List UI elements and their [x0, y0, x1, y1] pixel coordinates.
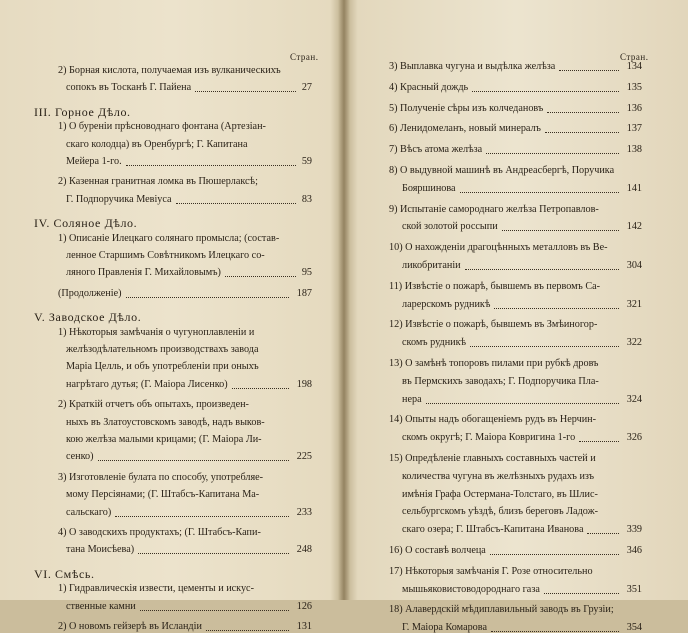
toc-entry-text: 1) Описаніе Илецкаго солянаго промысла; (состав-	[58, 232, 280, 244]
toc-entry-text: 15) Опредѣленіе главныхъ составныхъ частей и	[389, 453, 596, 464]
page-number: 83	[301, 193, 312, 205]
dot-leader	[587, 533, 619, 534]
dot-leader	[138, 553, 289, 554]
toc-entry-text: Маріа Целль, и объ употребленіи при оныхъ	[66, 361, 259, 373]
page-number: 141	[626, 182, 642, 194]
page-number: 351	[626, 583, 642, 595]
dot-leader	[232, 388, 289, 389]
toc-entry-text: 11) Извѣстіе о пожарѣ, бывшемъ въ первомъ Са-	[389, 280, 601, 292]
toc-entry-text: 6) Ленидомеланъ, новый минералъ	[389, 123, 541, 135]
dot-leader	[140, 610, 289, 611]
dot-leader	[470, 346, 619, 347]
toc-entry-text: ственные камни	[66, 600, 136, 612]
dot-leader	[502, 230, 619, 231]
toc-entry-text: (Продолженіе)	[58, 287, 122, 299]
dot-leader	[494, 308, 619, 309]
toc-entry-text: желѣзодѣлательномъ производствахъ завода	[66, 343, 259, 355]
toc-entry-text: скомъ рудникѣ	[402, 337, 467, 349]
toc-entry-text: въ Пермскихъ заводахъ; Г. Подпоручика Пла-	[402, 375, 599, 387]
dot-leader	[559, 70, 619, 71]
toc-entry-text: 13) О замѣнѣ топоровъ пилами при рубкѣ дровъ	[389, 358, 599, 369]
page-number: 324	[626, 393, 642, 405]
toc-entry-text: скаго колодца) въ Оренбургѣ; Г. Капитана	[66, 138, 248, 150]
toc-entry-text: ныхъ въ Златоустовскомъ заводѣ, надъ выков-	[66, 416, 265, 428]
section-heading: III. Горное Дѣло.	[34, 104, 131, 119]
page-number: 142	[626, 221, 642, 233]
page-number: 134	[626, 61, 642, 72]
right-page	[344, 0, 688, 633]
toc-entry-text: ликобританіи	[402, 259, 461, 271]
page-number: 321	[626, 298, 642, 310]
page-number: 326	[626, 432, 642, 444]
toc-entry-text: Г. Подпоручика Мевіуса	[66, 193, 172, 205]
page-column-header: Стран.	[620, 52, 649, 62]
page-number: 136	[626, 102, 642, 114]
dot-leader	[486, 153, 619, 154]
toc-entry-text: сельбургскомъ уѣздѣ, близъ береговъ Ладож-	[402, 506, 599, 518]
section-heading: V. Заводское Дѣло.	[34, 310, 142, 325]
page-number: 137	[626, 123, 642, 135]
dot-leader	[195, 91, 296, 92]
toc-entry-text: 1) Нѣкоторыя замѣчанія о чугуноплавленіи и	[58, 326, 255, 338]
page-number: 27	[301, 82, 312, 94]
toc-entry-text: 14) Опыты надъ обогащеніемъ рудъ въ Нерчин-	[389, 414, 597, 426]
page-number: 248	[296, 544, 312, 556]
toc-entry-text: ларерскомъ рудникѣ	[402, 298, 491, 310]
page-number: 95	[301, 267, 312, 279]
toc-entry-text: 2) О новомъ гейзерѣ въ Исландіи	[58, 621, 202, 632]
toc-entry-text: кою желѣза малыми крицами; (Г. Маіора Ли-	[66, 433, 262, 445]
toc-entry-text: 10) О нахожденіи драгоцѣнныхъ металловъ въ Ве-	[389, 242, 608, 254]
toc-entry-text: 3) Изготовленіе булата по способу, употребляе-	[58, 471, 264, 483]
dot-leader	[126, 297, 289, 298]
toc-entry-text: Мейера 1-го.	[66, 155, 122, 167]
page-number: 187	[296, 287, 312, 299]
toc-entry-text: количества чугуна въ желѣзныхъ рудахъ изъ	[402, 470, 595, 482]
page-number: 59	[301, 155, 312, 167]
dot-leader	[98, 460, 289, 461]
page-number: 304	[626, 259, 642, 271]
dot-leader	[176, 203, 296, 204]
dot-leader	[206, 630, 289, 631]
toc-entry-text: 16) О составѣ волчеца	[389, 545, 486, 556]
toc-entry-text: сальскаго)	[66, 506, 112, 518]
dot-leader	[460, 192, 619, 193]
page-number: 339	[626, 524, 642, 536]
page-column-header: Стран.	[290, 52, 319, 62]
dot-leader	[547, 112, 619, 113]
page-number: 138	[626, 144, 642, 156]
dot-leader	[472, 91, 619, 92]
toc-entry-text: нагрѣтаго дутья; (Г. Маіора Лисенко)	[66, 378, 228, 390]
toc-entry-text: имѣнія Графа Остермана-Толстаго, въ Шлис-	[402, 488, 598, 500]
section-heading: IV. Соляное Дѣло.	[34, 216, 138, 231]
page-number: 225	[296, 451, 312, 463]
dot-leader	[426, 403, 619, 404]
toc-entry-text: 7) Вѣсъ атома желѣза	[389, 144, 483, 156]
toc-entry-text: 18) Алавердскій мѣдиплавильный заводъ въ Грузіи;	[389, 604, 614, 616]
dot-leader	[126, 165, 296, 166]
dot-leader	[491, 631, 619, 632]
toc-entry-text: 2) Казенная гранитная ломка въ Пюшерлаксѣ;	[58, 176, 258, 188]
toc-entry-text: мому Персіянами; (Г. Штабсъ-Капитана Ма-	[66, 489, 260, 501]
dot-leader	[115, 516, 289, 517]
toc-entry-text: нера	[402, 393, 422, 405]
dot-leader	[465, 269, 619, 270]
toc-entry-text: 2) Борная кислота, получаемая изъ вулканическихъ	[58, 65, 281, 76]
toc-entry-text: 4) О заводскихъ продуктахъ; (Г. Штабсъ-Капи-	[58, 527, 261, 538]
toc-entry-text: ляного Правленія Г. Михайловымъ)	[66, 267, 221, 279]
toc-entry-text: 1) Гидравлическія извести, цементы и искус-	[58, 583, 254, 595]
dot-leader	[579, 441, 619, 442]
toc-entry-text: 12) Извѣстіе о пожарѣ, бывшемъ въ Змѣиногор-	[389, 319, 598, 331]
toc-entry-text: тана Моисѣева)	[66, 544, 135, 556]
toc-entry-text: 2) Краткій отчетъ объ опытахъ, произведен-	[58, 399, 249, 411]
toc-entry-text: 17) Нѣкоторыя замѣчанія Г. Розе относительно	[389, 565, 593, 577]
page-number: 346	[626, 545, 642, 556]
toc-entry-text: Бояршинова	[402, 182, 456, 194]
page-number: 135	[626, 81, 642, 93]
toc-entry-text: мышьяковистоводороднаго газа	[402, 583, 540, 595]
page-number: 126	[296, 600, 312, 612]
dot-leader	[545, 132, 619, 133]
page-number: 322	[626, 337, 642, 349]
toc-entry-text: скомъ округѣ; Г. Маіора Ковригина 1-го	[402, 432, 576, 444]
dot-leader	[544, 593, 619, 594]
toc-entry-text: 5) Полученіе сѣры изъ колчедановъ	[389, 102, 544, 114]
toc-entry-text: сопокъ въ Тосканѣ Г. Пайена	[66, 82, 192, 94]
page-number: 198	[296, 378, 312, 390]
toc-entry-text: скаго озера; Г. Штабсъ-Капитана Иванова	[402, 524, 584, 536]
toc-entry-text: 3) Выплавка чугуна и выдѣлка желѣза	[389, 61, 556, 72]
toc-entry-text: 9) Испытаніе самороднаго желѣза Петропавлов-	[389, 203, 599, 215]
page-number: 131	[296, 621, 312, 632]
toc-entry-text: Г. Маіора Комарова	[402, 622, 487, 633]
page-number: 233	[296, 506, 312, 518]
page-number: 354	[626, 622, 642, 633]
toc-entry-text: ской золотой россыпи	[402, 221, 498, 233]
toc-entry-text: сенко)	[66, 451, 94, 463]
section-heading: VI. Смѣсь.	[34, 566, 95, 581]
toc-entry-text: ленное Старшимъ Совѣтникомъ Илецкаго со-	[66, 249, 265, 261]
toc-entry-text: 1) О буреніи прѣсноводнаго фонтана (Артезіан-	[58, 121, 266, 133]
left-page	[0, 0, 344, 632]
toc-entry-text: 8) О выдувной машинѣ въ Андреасбергѣ, Поручика	[389, 165, 615, 176]
toc-entry-text: 4) Красный дождь	[389, 81, 469, 93]
dot-leader	[225, 276, 296, 277]
dot-leader	[490, 554, 619, 555]
